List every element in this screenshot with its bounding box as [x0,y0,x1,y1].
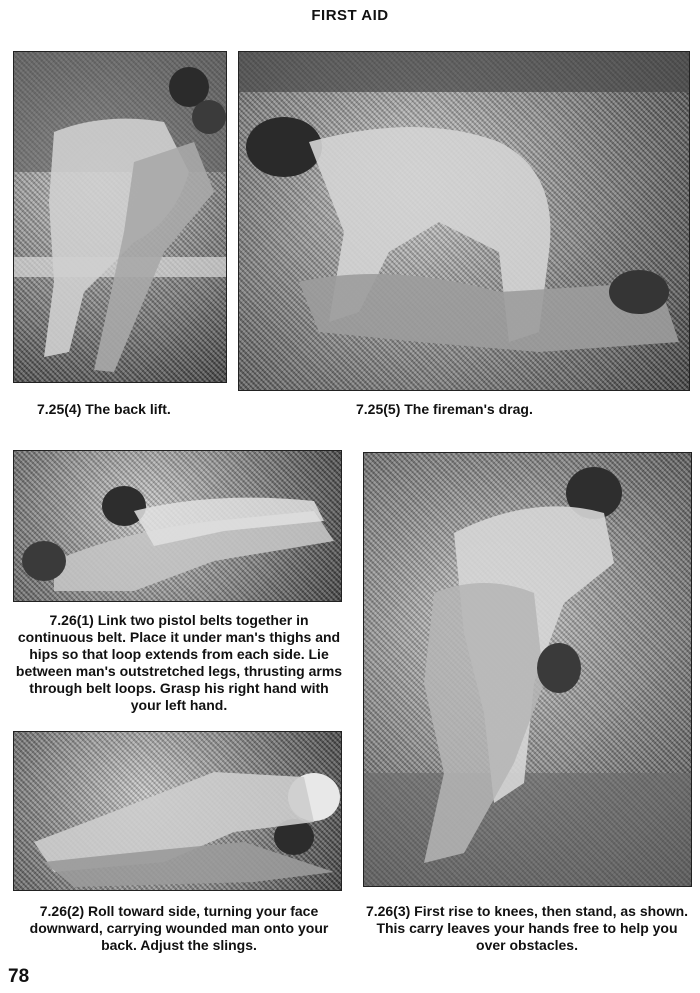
caption-back-lift: 7.25(4) The back lift. [37,401,171,417]
page-number: 78 [8,966,30,987]
caption-pistol-belt-link: 7.26(1) Link two pistol belts together in continuous belt. Place it under man's thighs and hips so that loop extends from each side. Lie between man's outstretched legs, thrusting arms through belt loops. Grasp his right hand with your left hand. [15,612,343,713]
photo-pistol-belt-link [13,450,342,602]
page-header: FIRST AID [311,7,389,24]
photo-rise-to-knees [363,452,692,887]
photo-firemans-drag [238,51,690,391]
caption-firemans-drag: 7.25(5) The fireman's drag. [356,401,533,417]
photo-back-lift [13,51,227,383]
photo-roll-toward-side [13,731,342,891]
caption-rise-to-knees: 7.26(3) First rise to knees, then stand, as shown. This carry leaves your hands free to help you over obstacles. [365,903,689,953]
caption-roll-toward-side: 7.26(2) Roll toward side, turning your face downward, carrying wounded man onto your back. Adjust the slings. [29,903,329,953]
